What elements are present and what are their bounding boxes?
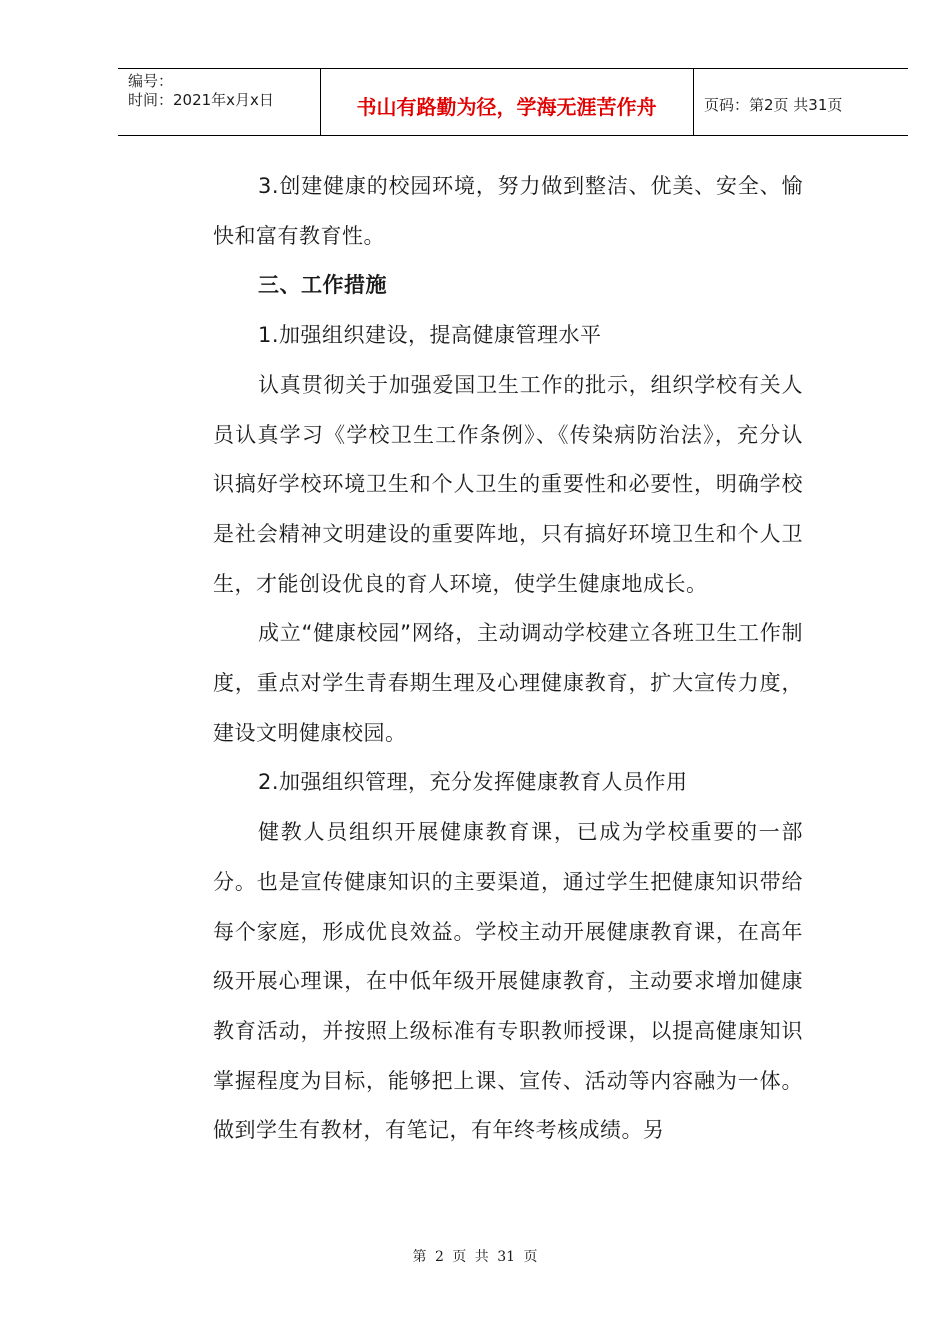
section-heading-measures: 三、工作措施 [258,273,387,298]
date-label: 时间：2021年x月x日 [128,91,274,109]
document-body [213,162,803,1156]
header-page-cell [694,69,908,135]
paragraph-network: 成立“健康校园”网络，主动调动学校建立各班卫生工作制度，重点对学生青春期生理及心理健康教育，扩大宣传力度，建设文明健康校园。 [213,621,803,745]
paragraph-goal-3: 3.创建健康的校园环境，努力做到整洁、优美、安全、愉快和富有教育性。 [213,174,803,248]
serial-number-label: 编号： [128,72,174,90]
header-motto: 书山有路勤为径，学海无涯苦作舟 [356,95,657,119]
paragraph-study: 认真贯彻关于加强爱国卫生工作的批示，组织学校有关人员认真学习《学校卫生工作条例》、《传染病防治法》，充分认识搞好学校环境卫生和个人卫生的重要性和必要性，明确学校是社会精神文明建设的重要阵地，只有搞好环境卫生和个人卫生，才能创设优良的育人环境，使学生健康地成长。 [213,372,803,596]
header-page-info: 页码：第2页 共31页 [704,96,843,114]
header-motto-cell [320,69,694,135]
subheading-2: 2.加强组织管理，充分发挥健康教育人员作用 [258,770,688,795]
subheading-1: 1.加强组织建设，提高健康管理水平 [258,323,602,348]
paragraph-health-class: 健教人员组织开展健康教育课，已成为学校重要的一部分。也是宣传健康知识的主要渠道，通过学生把健康知识带给每个家庭，形成优良效益。学校主动开展健康教育课，在高年级开展心理课，在中低年级开展健康教育，主动要求增加健康教育活动，并按照上级标准有专职教师授课，以提高健康知识掌握程度为目标，能够把上课、宣传、活动等内容融为一体。做到学生有教材，有笔记，有年终考核成绩。另 [213,820,803,1143]
page-footer: 第 2 页 共 31 页 [412,1249,538,1265]
header-meta-cell [118,69,321,135]
page-header [118,68,908,136]
